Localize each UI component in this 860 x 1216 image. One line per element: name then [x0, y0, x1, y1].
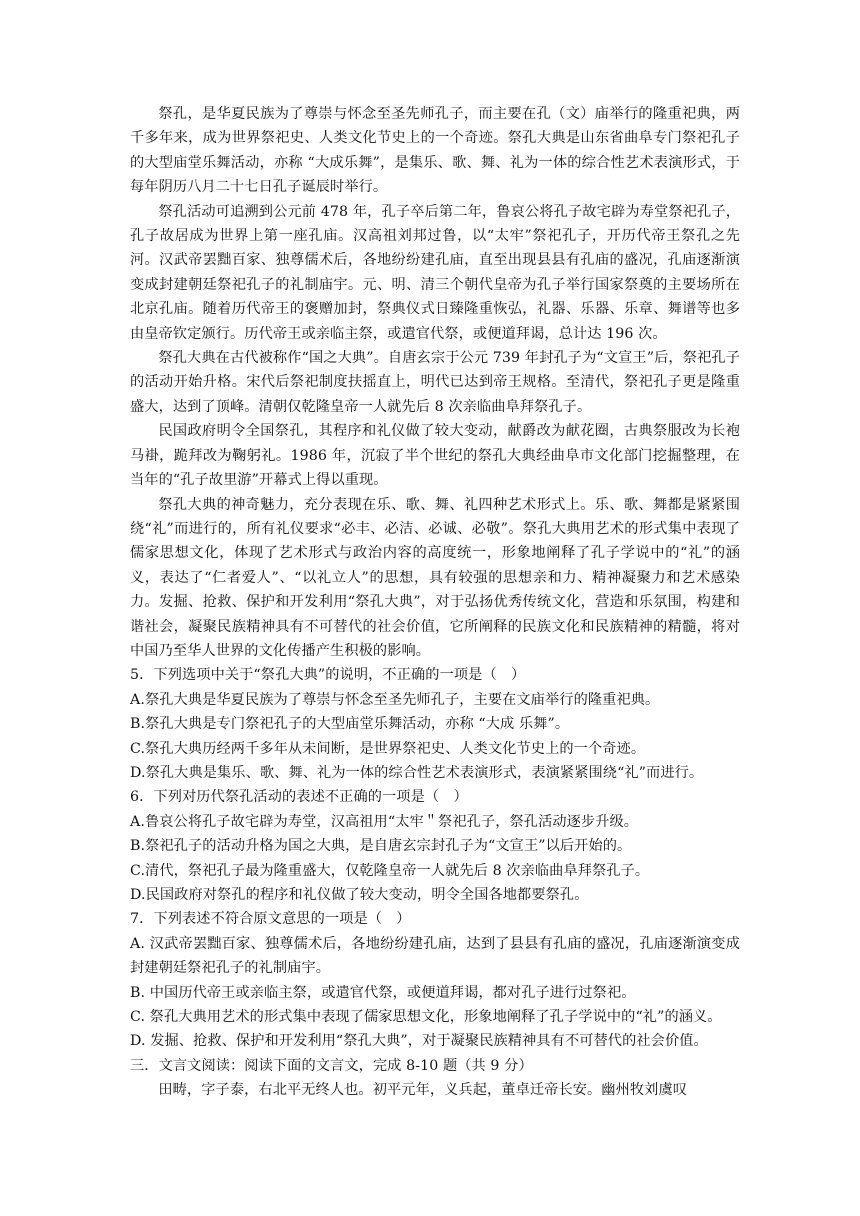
passage-paragraph-2: 祭孔活动可追溯到公元前 478 年，孔子卒后第二年，鲁哀公将孔子故宅辟为寿堂祭祀孔子，孔子故居成为世界上第一座孔庙。汉高祖刘邦过鲁，以“太牢”祭祀孔子，开历代帝王祭孔之先河。汉武帝罢黜百家、独尊儒术后，各地纷纷建孔庙，直至出现县县有孔庙的盛况，孔庙逐渐演变成封建朝廷祭祀孔子的礼制庙宇。元、明、清三个朝代皇帝为孔子举行国家祭奠的主要场所在北京孔庙。随着历代帝王的褒赠加封，祭典仪式日臻隆重恢弘，礼器、乐器、乐章、舞谱等也多由皇帝钦定颁行。历代帝王或亲临主祭，或遣官代祭，或便道拜谒，总计达 196 次。 [130, 203, 740, 342]
option-d: D.民国政府对祭孔的程序和礼仪做了较大变动，明令全国各地都要祭孔。 [130, 887, 589, 903]
option-b: B. 中国历代帝王或亲临主祭，或遣官代祭，或便道拜谒，都对孔子进行过祭祀。 [130, 984, 636, 1001]
passage-paragraph-4: 民国政府明令全国祭孔，其程序和礼仪做了较大变动，献爵改为献花圈，古典祭服改为长袍马褂，跪拜改为鞠躬礼。1986 年，沉寂了半个世纪的祭孔大典经曲阜市文化部门挖掘整理，在当年的“孔子故里游”开幕式上得以重现。 [130, 423, 740, 489]
section-3-heading: 三．文言文阅读：阅读下面的文言文，完成 8-10 题（共 9 分） [130, 1057, 533, 1074]
option-d: D. 发掘、抢救、保护和开发利用“祭孔大典”，对于凝聚民族精神具有不可替代的社会价值。 [130, 1033, 708, 1050]
option-b: B.祭祀孔子的活动升格为国之大典，是自唐玄宗封孔子为“文宣王”以后开始的。 [130, 838, 632, 855]
question-stem: 5．下列选项中关于“祭孔大典”的说明，不正确的一项是（ ） [130, 667, 526, 684]
classical-text-line: 田畴，字子泰，右北平无终人也。初平元年，义兵起，董卓迁帝长安。幽州牧刘虞叹 [158, 1082, 688, 1099]
option-c: C.清代，祭祀孔子最为隆重盛大，仅乾隆皇帝一人就先后 8 次亲临曲阜拜祭孔子。 [130, 862, 650, 879]
option-d: D.祭孔大典是集乐、歌、舞、礼为一体的综合性艺术表演形式，表演紧紧围绕“礼”而进行。 [130, 764, 704, 781]
passage-paragraph-1: 祭孔，是华夏民族为了尊崇与怀念至圣先师孔子，而主要在孔（文）庙举行的隆重祀典，两千多年来，成为世界祭祀史、人类文化节史上的一个奇迹。祭孔大典是山东省曲阜专门祭祀孔子的大型庙堂乐舞活动，亦称 “大成乐舞”，是集乐、歌、舞、礼为一体的综合性艺术表演形式，于每年阴历八月二十七日孔子诞辰时举行。 [130, 106, 740, 196]
option-b: B.祭孔大典是专门祭祀孔子的大型庙堂乐舞活动，亦称 “大成 乐舞”。 [130, 716, 570, 733]
passage-paragraph-3: 祭孔大典在古代被称作“国之大典”。自唐玄宗于公元 739 年封孔子为“文宣王”后，祭祀孔子的活动开始升格。宋代后祭祀制度扶摇直上，明代已达到帝王规格。至清代，祭祀孔子更是隆重盛大，达到了顶峰。清朝仅乾隆皇帝一人就先后 8 次亲临曲阜拜祭孔子。 [130, 350, 740, 415]
question-stem: 7．下列表述不符合原文意思的一项是（ ） [130, 911, 411, 928]
question-stem: 6．下列对历代祭孔活动的表述不正确的一项是（ ） [130, 789, 468, 806]
question-7 [130, 907, 740, 1053]
option-a: A.鲁哀公将孔子故宅辟为寿堂，汉高祖用“太牢＂祭祀孔子，祭孔活动逐步升级。 [130, 813, 639, 830]
question-5 [130, 663, 740, 785]
option-a: A. 汉武帝罢黜百家、独尊儒术后，各地纷纷建孔庙，达到了县县有孔庙的盛况，孔庙逐渐演变成封建朝廷祭祀孔子的礼制庙宇。 [130, 935, 740, 977]
option-a: A.祭孔大典是华夏民族为了尊崇与怀念至圣先师孔子，主要在文庙举行的隆重祀典。 [130, 691, 660, 708]
passage-paragraph-5: 祭孔大典的神奇魅力，充分表现在乐、歌、舞、礼四种艺术形式上。乐、歌、舞都是紧紧围绕“礼”而进行的，所有礼仪要求“必丰、必洁、必诚、必敬”。祭孔大典用艺术的形式集中表现了儒家思想文化，体现了艺术形式与政治内容的高度统一，形象地阐释了孔子学说中的“礼”的涵义，表达了“仁者爱人”、“以礼立人”的思想，具有较强的思想亲和力、精神凝聚力和艺术感染力。发掘、抢救、保护和开发利用“祭孔大典”，对于弘扬优秀传统文化，营造和乐氛围，构建和谐社会，凝聚民族精神具有不可替代的社会价值，它所阐释的民族文化和民族精神的精髓，将对中国乃至华人世界的文化传播产生积极的影响。 [130, 496, 740, 659]
option-c: C.祭孔大典历经两千多年从未间断，是世界祭祀史、人类文化节史上的一个奇迹。 [130, 740, 646, 757]
document-page [130, 102, 740, 1103]
question-6 [130, 785, 740, 907]
option-c: C. 祭孔大典用艺术的形式集中表现了儒家思想文化，形象地阐释了孔子学说中的“礼”的涵义。 [130, 1009, 722, 1026]
